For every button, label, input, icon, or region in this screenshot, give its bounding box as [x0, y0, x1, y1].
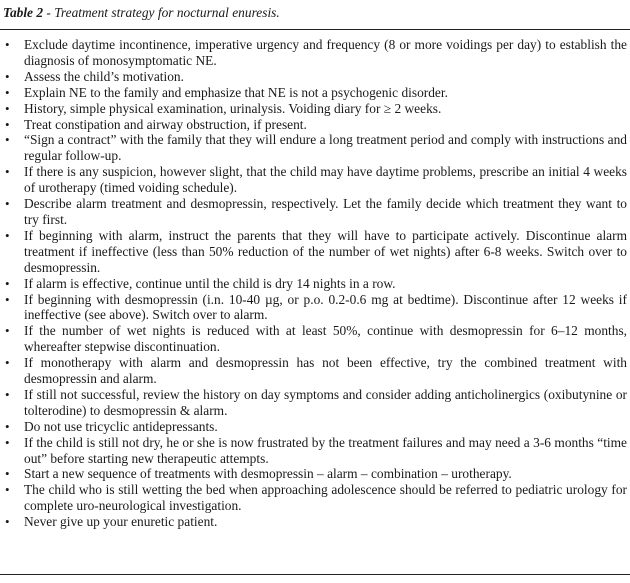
bullet-icon: •: [5, 418, 10, 434]
list-item-text: Start a new sequence of treatments with desmopressin – alarm – combination – urotherapy.: [24, 466, 512, 482]
list-item-text: “Sign a contract” with the family that they will endure a long treatment period and comply with instructions and regular follow-up.: [24, 132, 627, 164]
bullet-icon: •: [5, 227, 10, 243]
list-item: [0, 228, 630, 276]
list-item-text: If the child is still not dry, he or she is now frustrated by the treatment failures and may need a 3-6 months “time out” before starting new therapeutic attempts.: [24, 434, 627, 466]
list-item: [0, 419, 630, 435]
list-item: [0, 276, 630, 292]
list-item-text: Describe alarm treatment and desmopressin, respectively. Let the family decide which treatment they want to try first.: [24, 196, 627, 227]
bullet-icon: •: [5, 386, 10, 402]
list-item: [0, 466, 630, 482]
list-item-text: Never give up your enuretic patient.: [24, 514, 218, 530]
list-item: [0, 355, 630, 387]
bullet-icon: •: [5, 164, 10, 180]
list-item-text: If beginning with alarm, instruct the parents that they will have to participate actively. Discontinue alarm treatment if ineffective (less than 50% reduction of the number of wet nights) after 6-8 weeks. Switch over to desmopressin.: [24, 227, 627, 275]
list-item: [0, 132, 630, 164]
bullet-icon: •: [5, 196, 10, 212]
bullet-icon: •: [5, 116, 10, 132]
list-item-text: If beginning with desmopressin (i.n. 10-40 µg, or p.o. 0.2-0.6 mg at bedtime). Discontinue after 12 weeks if ineffective (see above). Switch over to alarm.: [24, 291, 627, 323]
bottom-rule: [0, 574, 630, 575]
bullet-icon: •: [5, 68, 10, 84]
list-item-text: Assess the child’s motivation.: [24, 68, 184, 84]
list-item-text: The child who is still wetting the bed when approaching adolescence should be referred to pediatric urology for complete uro-neurological investigation.: [24, 482, 627, 514]
bullet-icon: •: [5, 514, 10, 530]
bullet-icon: •: [5, 37, 10, 52]
bullet-icon: •: [5, 132, 10, 148]
bullet-icon: •: [5, 84, 10, 100]
table-caption: [3, 4, 280, 22]
caption-separator: -: [43, 5, 55, 20]
list-item: [0, 323, 630, 355]
bullet-icon: •: [5, 355, 10, 371]
bullet-icon: •: [5, 323, 10, 339]
table-title: Treatment strategy for nocturnal enuresis.: [54, 5, 280, 20]
bullet-icon: •: [5, 434, 10, 450]
list-item-text: If the number of wet nights is reduced with at least 50%, continue with desmopressin for 6–12 months, whereafter stepwise discontinuation.: [24, 323, 627, 355]
list-item-text: If still not successful, review the history on day symptoms and consider adding anticholinergics (oxibutynine or tolterodine) to desmopressin & alarm.: [24, 386, 627, 418]
list-item: [0, 117, 630, 133]
list-item: [0, 435, 630, 467]
list-item: [0, 482, 630, 514]
list-item-text: If there is any suspicion, however slight, that the child may have daytime problems, prescribe an initial 4 weeks of urotherapy (timed voiding schedule).: [24, 164, 627, 196]
list-item-text: If monotherapy with alarm and desmopressin has not been effective, try the combined treatment with desmopressin and alarm.: [24, 355, 627, 387]
list-item-text: Explain NE to the family and emphasize that NE is not a psychogenic disorder.: [24, 84, 448, 100]
bullet-icon: •: [5, 482, 10, 498]
bullet-icon: •: [5, 466, 10, 482]
bullet-icon: •: [5, 291, 10, 307]
list-item: [0, 196, 630, 228]
list-item: [0, 164, 630, 196]
list-item: [0, 387, 630, 419]
list-item-text: Treat constipation and airway obstruction, if present.: [24, 116, 307, 132]
bullet-icon: •: [5, 100, 10, 116]
list-item: [0, 292, 630, 324]
bullet-icon: •: [5, 275, 10, 291]
list-item-text: Do not use tricyclic antidepressants.: [24, 418, 218, 434]
list-item: [0, 69, 630, 85]
list-item: [0, 37, 630, 69]
list-item-text: If alarm is effective, continue until the child is dry 14 nights in a row.: [24, 275, 396, 291]
strategy-list: [0, 37, 630, 530]
list-item: [0, 514, 630, 530]
list-item-text: Exclude daytime incontinence, imperative urgency and frequency (8 or more voidings per day) to establish the diagnosis of monosymptomatic NE.: [24, 37, 627, 68]
list-item: [0, 85, 630, 101]
list-item-text: History, simple physical examination, urinalysis. Voiding diary for ≥ 2 weeks.: [24, 100, 442, 116]
top-rule: [0, 29, 630, 30]
list-item: [0, 101, 630, 117]
table-label: Table 2: [3, 5, 44, 20]
